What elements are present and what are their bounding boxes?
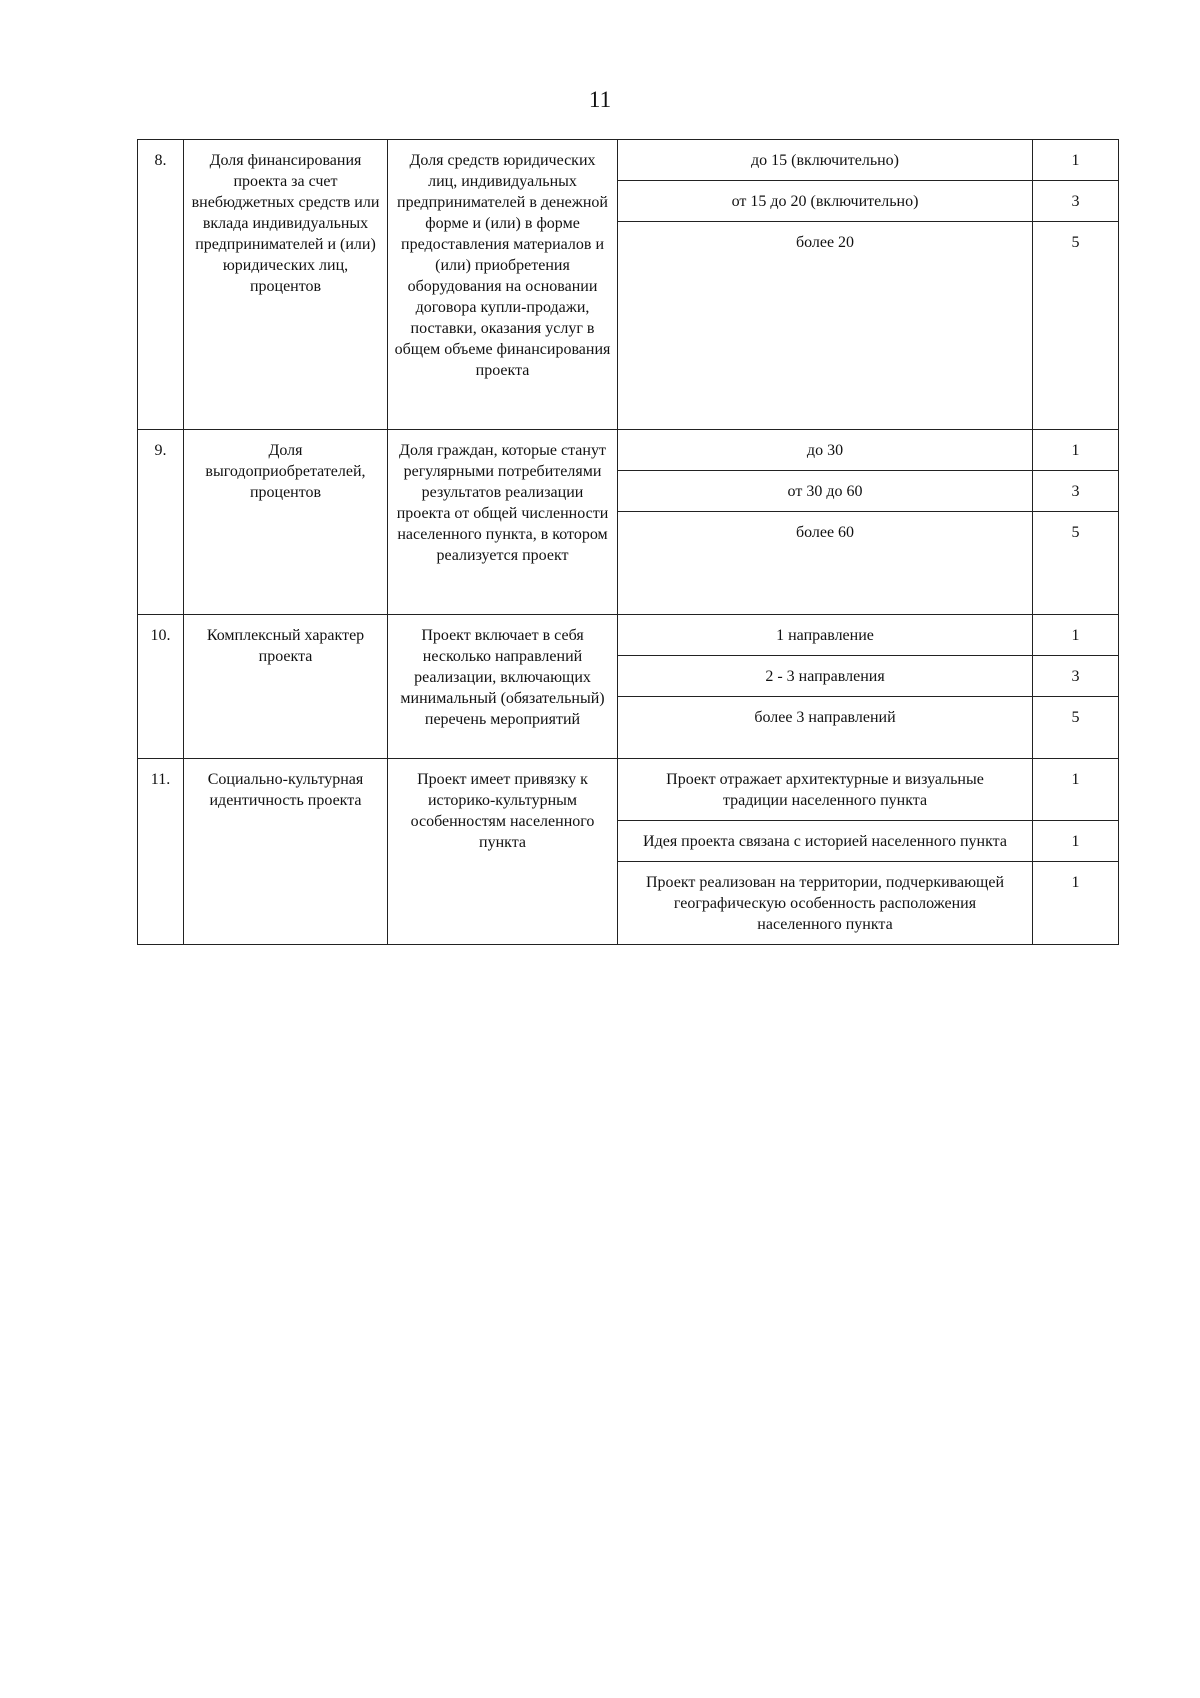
option-score: 5 [1033,697,1119,759]
criterion-name: Доля выгодоприобретателей, процентов [184,430,388,615]
option-value: Проект реализован на территории, подчеркивающей географическую особенность расположения населенного пункта [618,862,1033,945]
option-score: 1 [1033,140,1119,181]
criterion-description: Доля средств юридических лиц, индивидуальных предпринимателей в денежной форме и (или) в форме предоставления материалов и (или) приобретения оборудования на основании договора купли-продажи, поставки, оказания услуг в общем объеме финансирования проекта [388,140,618,430]
table-row [138,430,1119,471]
option-score: 5 [1033,512,1119,615]
criteria-table [137,139,1119,945]
option-value: от 30 до 60 [618,471,1033,512]
page-number: 11 [588,87,612,112]
option-score: 1 [1033,430,1119,471]
option-score: 3 [1033,656,1119,697]
criterion-description: Проект включает в себя несколько направлений реализации, включающих минимальный (обязательный) перечень мероприятий [388,615,618,759]
option-score: 3 [1033,181,1119,222]
option-value: до 30 [618,430,1033,471]
option-value: более 60 [618,512,1033,615]
option-score: 1 [1033,615,1119,656]
option-score: 3 [1033,471,1119,512]
table-row [138,759,1119,821]
option-value: от 15 до 20 (включительно) [618,181,1033,222]
option-value: 2 - 3 направления [618,656,1033,697]
criterion-number: 8. [138,140,184,430]
option-score: 1 [1033,759,1119,821]
option-value: 1 направление [618,615,1033,656]
criterion-name: Доля финансирования проекта за счет внебюджетных средств или вклада индивидуальных предпринимателей и (или) юридических лиц, процентов [184,140,388,430]
criterion-description: Проект имеет привязку к историко-культурным особенностям населенного пункта [388,759,618,945]
table-row [138,615,1119,656]
option-value: до 15 (включительно) [618,140,1033,181]
option-score: 1 [1033,821,1119,862]
table-row [138,140,1119,181]
criterion-name: Социально-культурная идентичность проекта [184,759,388,945]
criterion-number: 11. [138,759,184,945]
option-value: более 20 [618,222,1033,430]
option-score: 1 [1033,862,1119,945]
criterion-name: Комплексный характер проекта [184,615,388,759]
criterion-number: 9. [138,430,184,615]
criterion-description: Доля граждан, которые станут регулярными потребителями результатов реализации проекта от общей численности населенного пункта, в котором реализуется проект [388,430,618,615]
option-value: Проект отражает архитектурные и визуальные традиции населенного пункта [618,759,1033,821]
option-score: 5 [1033,222,1119,430]
option-value: более 3 направлений [618,697,1033,759]
criterion-number: 10. [138,615,184,759]
option-value: Идея проекта связана с историей населенного пункта [618,821,1033,862]
